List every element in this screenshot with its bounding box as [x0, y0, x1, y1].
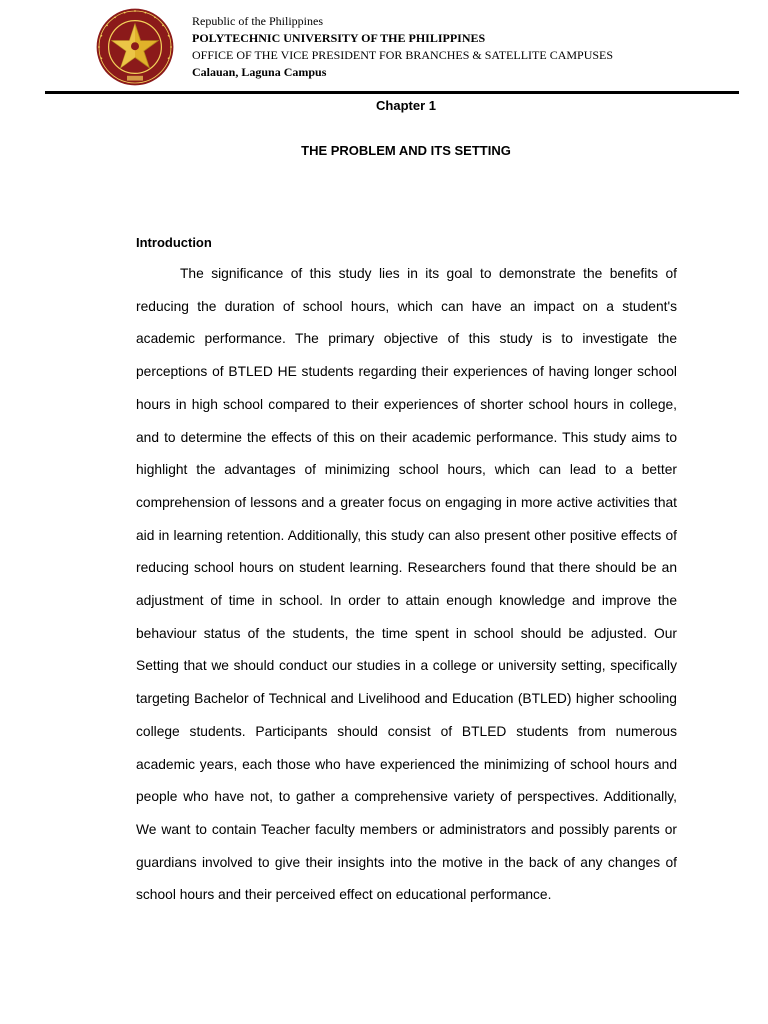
introduction-paragraph: The significance of this study lies in its goal to demonstrate the benefits of reducing the duration of school hours, which can have an impact on a student's academic performance. The primary objective of this study is to investigate the perceptions of BTLED HE students regarding their experiences of having longer school hours in high school compared to their experiences of shorter school hours in college, and to determine the effects of this on their academic performance. This study aims to highlight the advantages of minimizing school hours, which can lead to a better comprehension of lessons and a greater focus on engaging in more active activities that aid in learning retention. Additionally, this study can also present other positive effects of reducing school hours on student learning. Researchers found that there should be an adjustment of time in school. In order to attain enough knowledge and improve the behaviour status of the students, the time spent in school should be adjusted. Our Setting that we should conduct our studies in a college or university setting, specifically targeting Bachelor of Technical and Livelihood and Education (BTLED) higher schooling college students. Participants should consist of BTLED students from numerous academic years, each those who have experienced the minimizing of school hours and people who have not, to gather a comprehensive variety of perspectives. Additionally, We want to contain Teacher faculty members or administrators and possibly parents or guardians involved to give their insights into the motive in the back of any changes of school hours and their perceived effect on educational performance.: [136, 266, 677, 903]
chapter-label: Chapter 1: [376, 98, 436, 113]
chapter-title: THE PROBLEM AND ITS SETTING: [301, 143, 511, 158]
header-divider: [45, 91, 739, 94]
letterhead-office: OFFICE OF THE VICE PRESIDENT FOR BRANCHES & SATELLITE CAMPUSES: [192, 48, 614, 62]
letterhead-republic: Republic of the Philippines: [192, 14, 323, 28]
section-heading: Introduction: [136, 235, 212, 250]
pup-seal-icon: [95, 7, 175, 87]
letterhead-university: POLYTECHNIC UNIVERSITY OF THE PHILIPPINES: [192, 31, 486, 45]
letterhead-text: [192, 13, 613, 81]
letterhead: [0, 0, 768, 96]
letterhead-campus: Calauan, Laguna Campus: [192, 65, 327, 79]
